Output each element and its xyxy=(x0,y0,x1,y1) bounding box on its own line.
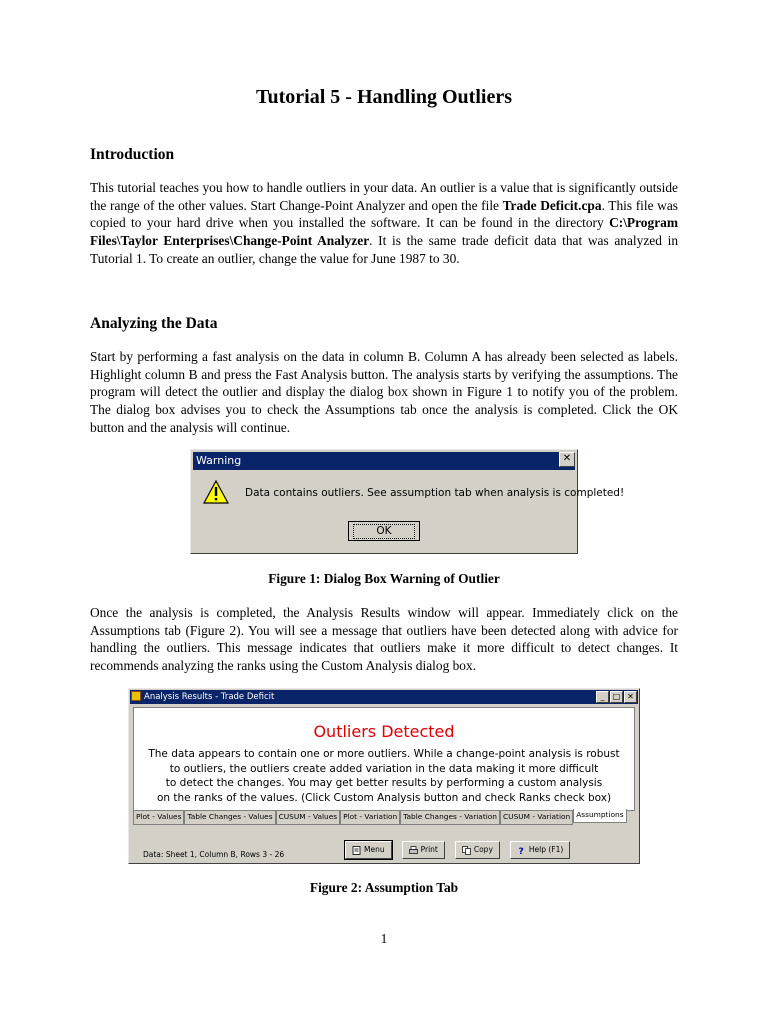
tab-assumptions[interactable]: Assumptions xyxy=(573,809,626,823)
warning-dialog xyxy=(190,449,625,554)
directory-path: C:\Program Files\Taylor Enterprises\Change-Point Analyzer xyxy=(90,215,678,249)
results-tabs xyxy=(133,811,627,825)
close-icon[interactable]: ✕ xyxy=(624,691,637,703)
window-title: Analysis Results - Trade Deficit xyxy=(130,690,638,704)
close-icon[interactable]: ✕ xyxy=(559,452,575,467)
app-icon xyxy=(131,691,141,701)
tab-table-changes-values[interactable]: Table Changes - Values xyxy=(184,811,275,825)
file-name: Trade Deficit.cpa xyxy=(502,197,602,213)
warning-icon xyxy=(203,480,229,504)
maximize-icon[interactable]: □ xyxy=(610,691,623,703)
assumptions-panel xyxy=(133,707,635,811)
outliers-heading: Outliers Detected xyxy=(313,722,455,741)
tab-cusum-values[interactable]: CUSUM - Values xyxy=(276,811,341,825)
section-heading-analyzing: Analyzing the Data xyxy=(90,315,218,332)
dialog-message: Data contains outliers. See assumption tab when analysis is completed! xyxy=(245,487,625,499)
help-button[interactable]: ? Help (F1) xyxy=(510,841,570,859)
analyzing-paragraph-1: Start by performing a fast analysis on the data in column B. Column A has already been selected as labels. Highlight column B and press the Fast Analysis button. The analysis starts by verifying the assumptions. The program will detect the outlier and display the dialog box shown in Figure 1 to notify you of the problem. The dialog box advises you to check the Assumptions tab once the analysis is completed. Click the OK button and the analysis will continue. xyxy=(90,349,678,435)
window-controls xyxy=(596,691,637,703)
tab-cusum-variation[interactable]: CUSUM - Variation xyxy=(500,811,573,825)
tab-table-changes-variation[interactable]: Table Changes - Variation xyxy=(400,811,500,825)
help-icon xyxy=(517,846,526,855)
status-text: Data: Sheet 1, Column B, Rows 3 - 26 xyxy=(143,850,285,859)
copy-icon xyxy=(462,846,471,855)
page-title: Tutorial 5 - Handling Outliers xyxy=(256,86,512,108)
menu-button[interactable]: Menu xyxy=(345,841,392,859)
dialog-title: Warning xyxy=(193,452,575,470)
analyzing-paragraph-2: Once the analysis is completed, the Analysis Results window will appear. Immediately click on the Assumptions tab (Figure 2). You will see a message that outliers have been detected along with advice for handling the outliers. This message indicates that outliers make it more difficult to detect changes. It recommends analyzing the ranks using the Custom Analysis dialog box. xyxy=(90,605,678,674)
tab-plot-variation[interactable]: Plot - Variation xyxy=(340,811,400,825)
figure-2-caption: Figure 2: Assumption Tab xyxy=(309,880,459,895)
tab-plot-values[interactable]: Plot - Values xyxy=(133,811,184,825)
minimize-icon[interactable]: _ xyxy=(596,691,609,703)
section-heading-introduction: Introduction xyxy=(90,146,175,163)
copy-button[interactable]: Copy xyxy=(455,841,500,859)
button-bar xyxy=(345,841,570,859)
svg-text:?: ? xyxy=(518,846,524,855)
outliers-message: The data appears to contain one or more outliers. While a change-point analysis is robust to outliers, the outliers create added variation in the data making it more difficult to detect the changes. You may get better results by performing a custom analysis on the ranks of the values. (Click Custom Analysis button and check Ranks check box) xyxy=(148,748,620,804)
intro-paragraph: This tutorial teaches you how to handle outliers in your data. An outlier is a value that is significantly outside the range of the other values. Start Change-Point Analyzer and open the file Trade Deficit.cpa. This file was copied to your hard drive when you installed the software. It can be found in the directory C:\Program Files\Taylor Enterprises\Change-Point Analyzer. It is the same trade deficit data that was analyzed in Tutorial 1. To create an outlier, change the value for June 1987 to 30. xyxy=(90,180,679,266)
figure-1-caption: Figure 1: Dialog Box Warning of Outlier xyxy=(268,571,500,586)
menu-icon xyxy=(352,846,361,855)
print-button[interactable]: Print xyxy=(402,841,445,859)
printer-icon xyxy=(409,846,418,855)
ok-button[interactable]: OK xyxy=(348,521,420,541)
page-number: 1 xyxy=(380,931,388,946)
analysis-results-window xyxy=(128,688,640,864)
